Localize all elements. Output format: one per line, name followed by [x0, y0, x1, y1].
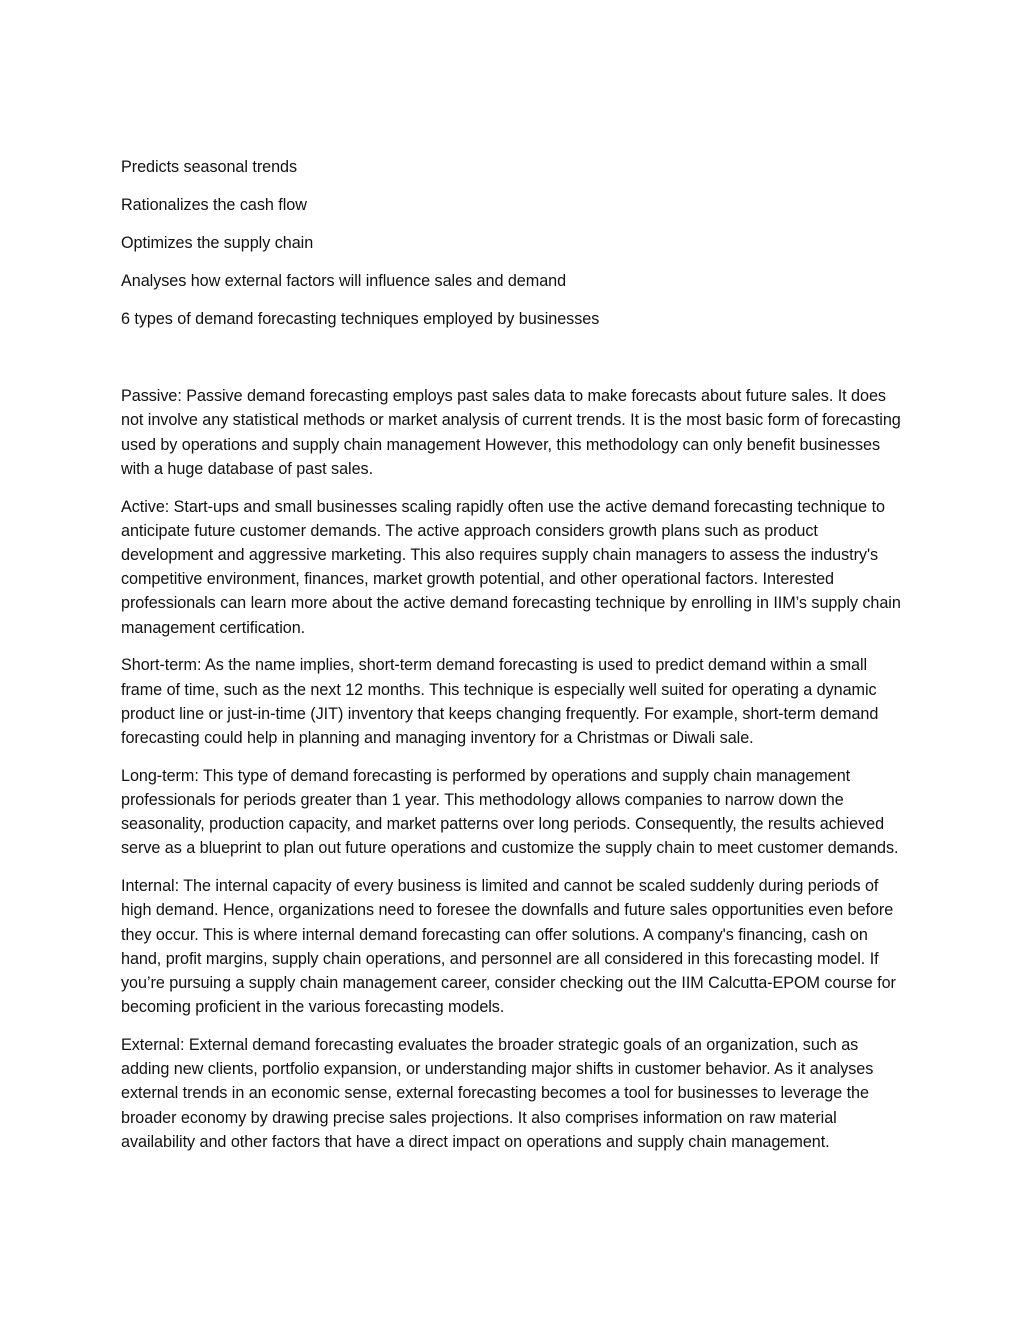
benefit-line-cash-flow: Rationalizes the cash flow — [121, 196, 307, 214]
active-forecasting-paragraph: Active: Start-ups and small businesses scaling rapidly often use the active demand forecasting technique to anticipate future customer demands. The active approach considers growth plans such as product development and aggressive marketing. This also requires supply chain managers to assess the industry's competitive environment, finances, market growth potential, and other operational factors. Interested professionals can learn more about the active demand forecasting technique by enrolling in IIM’s supply chain management certification. — [121, 497, 901, 637]
passive-forecasting-paragraph: Passive: Passive demand forecasting employs past sales data to make forecasts about future sales. It does not involve any statistical methods or market analysis of current trends. It is the most basic form of forecasting used by operations and supply chain management However, this methodology can only benefit businesses with a huge database of past sales. — [121, 387, 901, 478]
benefit-line-supply-chain: Optimizes the supply chain — [121, 234, 314, 252]
benefit-line-external-factors: Analyses how external factors will influence sales and demand — [121, 272, 567, 290]
document-body — [121, 155, 907, 1168]
short-term-forecasting-paragraph: Short-term: As the name implies, short-term demand forecasting is used to predict demand within a small frame of time, such as the next 12 months. This technique is especially well suited for operating a dynamic product line or just-in-time (JIT) inventory that keeps changing frequently. For example, short-term demand forecasting could help in planning and managing inventory for a Christmas or Diwali sale. — [121, 656, 879, 748]
internal-forecasting-paragraph: Internal: The internal capacity of every business is limited and cannot be scaled suddenly during periods of high demand. Hence, organizations need to foresee the downfalls and future sales opportunities even before they occur. This is where internal demand forecasting can offer solutions. A company's financing, cash on hand, profit margins, supply chain operations, and personnel are all considered in this forecasting model. If you’re pursuing a supply chain management career, consider checking out the IIM Calcutta-EPOM course for becoming proficient in the various forecasting models. — [121, 877, 896, 1017]
long-term-forecasting-paragraph: Long-term: This type of demand forecasting is performed by operations and supply chain management professionals for periods greater than 1 year. This methodology allows companies to narrow down the seasonality, production capacity, and market patterns over long periods. Consequently, the results achieved serve as a blueprint to plan out future operations and customize the supply chain to meet customer demands. — [121, 766, 899, 858]
forecasting-types-heading: 6 types of demand forecasting techniques employed by businesses — [121, 310, 600, 328]
external-forecasting-paragraph: External: External demand forecasting evaluates the broader strategic goals of an organization, such as adding new clients, portfolio expansion, or understanding major shifts in customer behavior. As it analyses external trends in an economic sense, external forecasting becomes a tool for businesses to leverage the broader economy by drawing precise sales projections. It also comprises information on raw material availability and other factors that have a direct impact on operations and supply chain management. — [121, 1036, 874, 1151]
benefit-line-seasonal-trends: Predicts seasonal trends — [121, 158, 298, 176]
